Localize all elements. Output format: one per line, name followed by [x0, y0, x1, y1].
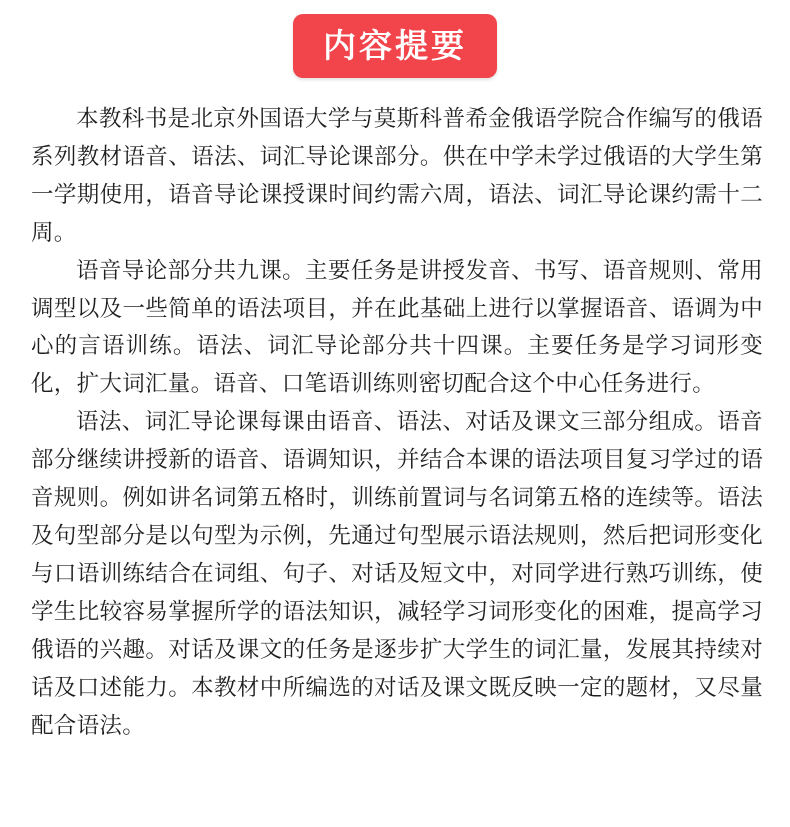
title-container [0, 14, 790, 78]
paragraph-2: 语音导论部分共九课。主要任务是讲授发音、书写、语音规则、常用调型以及一些简单的语法项目，并在此基础上进行以掌握语音、语调为中心的言语训练。语法、词汇导论部分共十四课。主要任务是学习词形变化，扩大词汇量。语音、口笔语训练则密切配合这个中心任务进行。 [31, 257, 763, 398]
paragraph-3: 语法、词汇导论课每课由语音、语法、对话及课文三部分组成。语音部分继续讲授新的语音、语调知识，并结合本课的语法项目复习学过的语音规则。例如讲名词第五格时，训练前置词与名词第五格的连续等。语法及句型部分是以句型为示例，先通过句型展示语法规则，然后把词形变化与口语训练结合在词组、句子、对话及短文中，对同学进行熟巧训练，使学生比较容易掌握所学的语法知识，减轻学习词形变化的困难，提高学习俄语的兴趣。对话及课文的任务是逐步扩大学生的词汇量，发展其持续对话及口述能力。本教材中所编选的对话及课文既反映一定的题材，又尽量配合语法。 [31, 409, 763, 739]
summary-body [31, 101, 763, 745]
section-title-badge: 内容提要 [293, 14, 497, 78]
paragraph-1: 本教科书是北京外国语大学与莫斯科普希金俄语学院合作编写的俄语系列教材语音、语法、词汇导论课部分。供在中学未学过俄语的大学生第一学期使用，语音导论课授课时间约需六周，语法、词汇导论课约需十二周。 [31, 106, 763, 246]
